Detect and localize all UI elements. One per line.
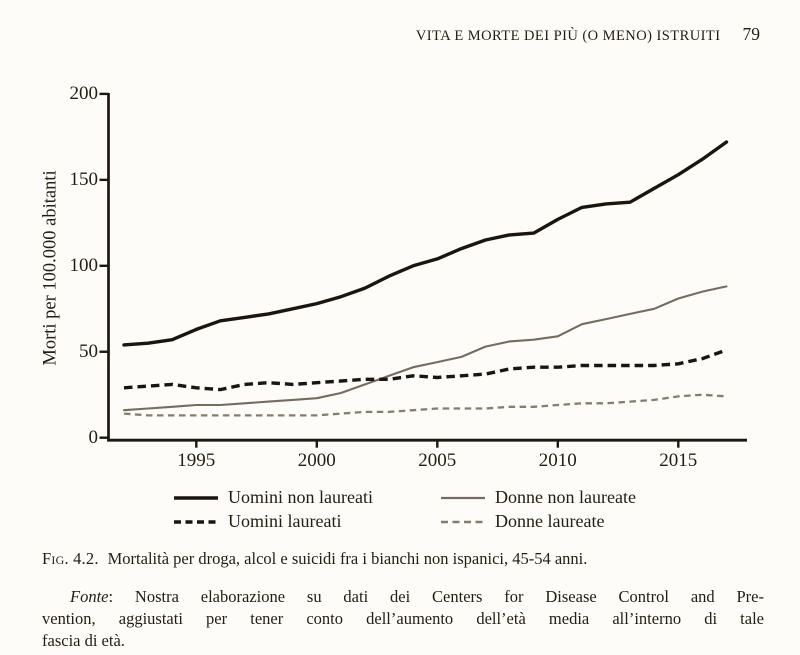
x-tick-label: 1995 bbox=[177, 450, 216, 471]
x-tick-label: 2005 bbox=[418, 450, 457, 471]
legend-line-sample-dashed-black bbox=[173, 517, 219, 527]
y-tick-label: 150 bbox=[69, 168, 98, 190]
x-tick-label: 2000 bbox=[297, 450, 336, 471]
legend-label: Uomini laureati bbox=[228, 511, 342, 531]
source-note bbox=[42, 586, 764, 651]
legend-item-donne-laureate bbox=[440, 511, 636, 532]
x-tick-label: 2015 bbox=[659, 450, 698, 471]
chart-legend bbox=[173, 487, 636, 532]
legend-line-sample-solid-black bbox=[173, 493, 219, 503]
y-tick-label: 0 bbox=[88, 426, 98, 448]
source-label: Fonte bbox=[70, 587, 109, 606]
figure-caption-text: Mortalità per droga, alcol e suicidi fra i bianchi non ispanici, 45-54 anni. bbox=[107, 549, 588, 568]
source-line-1: Fonte: Nostra elaborazione su dati dei Centers for Disease Control and Pre- bbox=[70, 587, 764, 606]
source-line-3: fascia di età. bbox=[42, 630, 125, 650]
legend-item-uomini-non-laureati bbox=[173, 487, 440, 508]
y-tick-label: 200 bbox=[69, 82, 98, 104]
y-tick-label: 50 bbox=[79, 340, 98, 362]
source-line-2: vention, aggiustati per tener conto dell’aumento dell’età media all’interno di tale bbox=[42, 608, 764, 628]
y-tick-label: 100 bbox=[69, 254, 98, 276]
figure-caption bbox=[42, 549, 772, 569]
legend-line-sample-dashed-gray bbox=[440, 517, 486, 527]
legend-label: Donne laureate bbox=[495, 511, 605, 531]
legend-item-donne-non-laureate bbox=[440, 487, 636, 508]
y-axis-title: Morti per 100.000 abitanti bbox=[40, 170, 61, 366]
page-number: 79 bbox=[742, 24, 760, 44]
legend-label: Donne non laureate bbox=[495, 487, 636, 507]
legend-item-uomini-laureati bbox=[173, 511, 440, 532]
figure-number: Fig. 4.2. bbox=[42, 549, 99, 568]
legend-label: Uomini non laureati bbox=[228, 487, 373, 507]
legend-line-sample-solid-gray bbox=[440, 493, 486, 503]
x-tick-label: 2010 bbox=[538, 450, 577, 471]
running-head-title: VITA E MORTE DEI PIÙ (O MENO) ISTRUITI bbox=[415, 28, 721, 44]
